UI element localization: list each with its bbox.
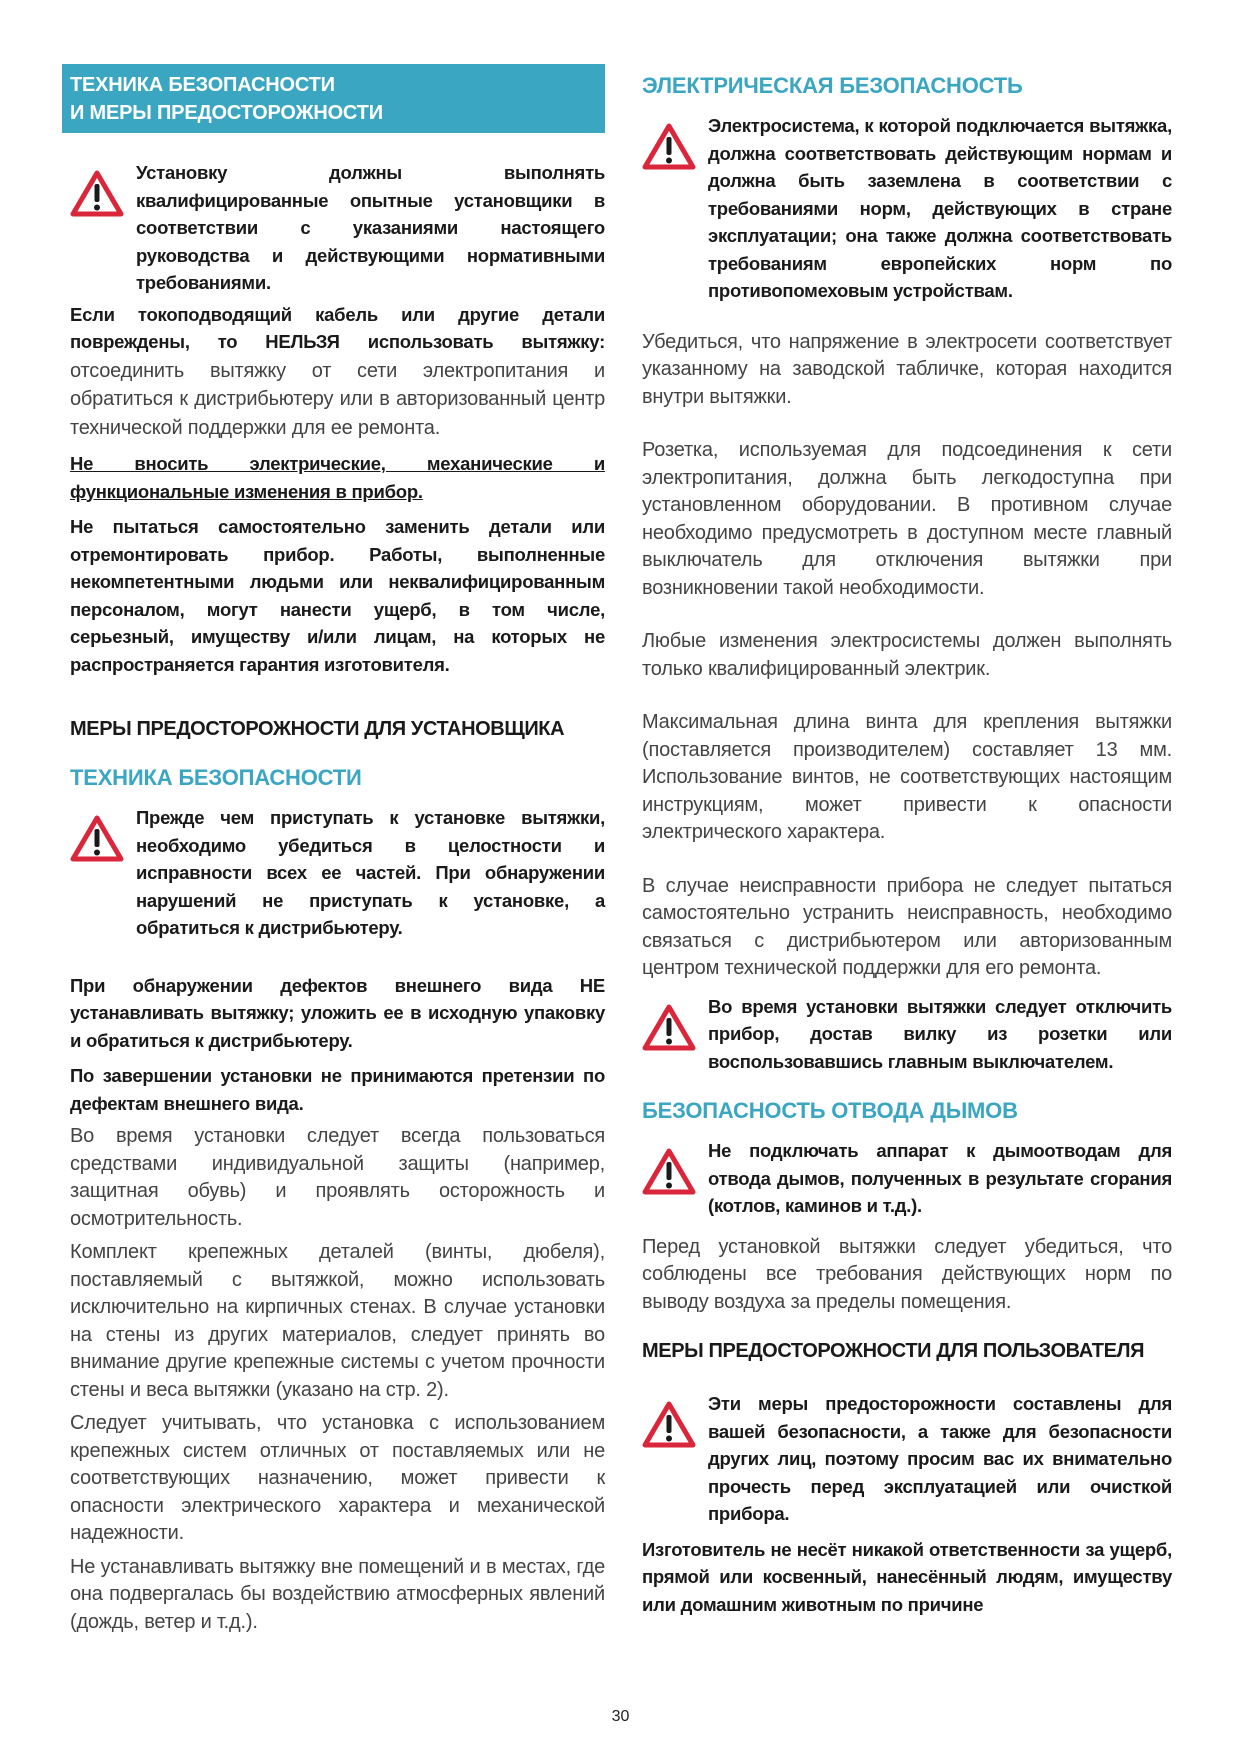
warning-block-check-parts — [70, 804, 605, 942]
warning-block-user — [642, 1390, 1172, 1528]
heading-user-precautions: МЕРЫ ПРЕДОСТОРОЖНОСТИ ДЛЯ ПОЛЬЗОВАТЕЛЯ — [642, 1340, 1145, 1362]
right-column — [642, 64, 1172, 1618]
banner-line-2: И МЕРЫ ПРЕДОСТОРОЖНОСТИ — [70, 102, 383, 124]
heading-safety: ТЕХНИКА БЕЗОПАСНОСТИ — [70, 765, 362, 790]
page-number: 30 — [611, 1708, 630, 1725]
paragraph-socket: Розетка, используемая для подсоединения к сети электропитания, должна быть легкодоступна при установленном оборудовании. В противном случае необходимо предусмотреть в доступном месте главный выключатель для отключения вытяжки при возникновении такой необходимости. — [642, 439, 1172, 599]
paragraph-claims: По завершении установки не принимаются претензии по дефектам внешнего вида. — [70, 1065, 605, 1114]
warning-text: Эти меры предосторожности составлены для вашей безопасности, а также для безопасности других лиц, поэтому просим вас их внимательно прочесть перед эксплуатацией или очисткой прибора. — [708, 1393, 1172, 1524]
heading-installer-precautions: МЕРЫ ПРЕДОСТОРОЖНОСТИ ДЛЯ УСТАНОВЩИКА — [70, 718, 565, 740]
heading-smoke-safety: БЕЗОПАСНОСТЬ ОТВОДА ДЫМОВ — [642, 1098, 1018, 1123]
warning-text: Установку должны выполнять квалифицированные опытные установщики в соответствии с указаниями настоящего руководства и действующими нормативными требованиями. — [136, 162, 605, 293]
damaged-cable-normal: отсоединить вытяжку от сети электропитания и обратиться к дистрибьютеру или в авторизованный центр технической поддержки для ее ремонта. — [70, 359, 605, 439]
warning-triangle-icon — [642, 1147, 696, 1195]
paragraph-no-changes: Не вносить электрические, механические и функциональные изменения в прибор. — [70, 453, 605, 502]
warning-text: Прежде чем приступать к установке вытяжки, необходимо убедиться в целостности и исправности всех ее частей. При обнаружении нарушений не приступать к установке, а обратиться к дистрибьютеру. — [136, 807, 605, 938]
warning-triangle-icon — [642, 1003, 696, 1051]
warning-text: Не подключать аппарат к дымоотводам для отвода дымов, полученных в результате сгорания (котлов, каминов и т.д.). — [708, 1140, 1172, 1216]
paragraph-fasteners: Комплект крепежных деталей (винты, дюбеля), поставляемый с вытяжкой, можно использовать исключительно на кирпичных стенах. В случае установки на стены из других материалов, следует принять во внимание другие крепежные системы с учетом прочности стены и веса вытяжки (указано на стр. 2). — [70, 1241, 605, 1401]
paragraph-malfunction: В случае неисправности прибора не следует пытаться самостоятельно устранить неисправность, необходимо связаться с дистрибьютером или авторизованным центром технической поддержки для его ремонта. — [642, 874, 1172, 979]
paragraph-damaged-cable — [70, 301, 605, 443]
paragraph-ppe: Во время установки следует всегда пользоваться средствами индивидуальной защиты (например, защитная обувь) и проявлять осторожность и осмотрительность. — [70, 1125, 605, 1230]
heading-electrical-safety: ЭЛЕКТРИЧЕСКАЯ БЕЗОПАСНОСТЬ — [642, 73, 1023, 98]
section-banner — [62, 64, 605, 133]
warning-triangle-icon — [642, 122, 696, 170]
warning-triangle-icon — [642, 1400, 696, 1448]
paragraph-liability: Изготовитель не несёт никакой ответственности за ущерб, прямой или косвенный, нанесённый людям, имуществу или домашним животным по причине — [642, 1538, 1172, 1615]
left-column — [70, 64, 605, 1636]
damaged-cable-bold: Если токоподводящий кабель или другие детали повреждены, то НЕЛЬЗЯ использовать вытяжку: — [70, 303, 605, 352]
paragraph-electrician: Любые изменения электросистемы должен выполнять только квалифицированный электрик. — [642, 630, 1172, 680]
warning-block-electrical — [642, 112, 1172, 305]
warning-block-installers — [70, 159, 605, 297]
warning-triangle-icon — [70, 169, 124, 217]
paragraph-defects: При обнаружении дефектов внешнего вида НЕ устанавливать вытяжку; уложить ее в исходную упаковку и обратиться к дистрибьютеру. — [70, 974, 605, 1051]
warning-text: Электросистема, к которой подключается вытяжка, должна соответствовать действующим нормам и должна быть заземлена в соответствии с требованиями норм, действующих в стране эксплуатации; она также должна соответствовать требованиям европейских норм по противопомеховым устройствам. — [708, 115, 1172, 301]
warning-block-flue — [642, 1137, 1172, 1220]
warning-text: Во время установки вытяжки следует отключить прибор, достав вилку из розетки или воспользовавшись главным выключателем. — [708, 995, 1172, 1072]
warning-triangle-icon — [70, 814, 124, 862]
paragraph-other-fasteners: Следует учитывать, что установка с использованием крепежных систем отличных от поставляемых или не соответствующих назначению, может привести к опасности электрического характера и механической надежности. — [70, 1412, 605, 1544]
paragraph-air-outlet: Перед установкой вытяжки следует убедиться, что соблюдены все требования действующих норм по выводу воздуха за пределы помещения. — [642, 1235, 1172, 1313]
banner-line-1: ТЕХНИКА БЕЗОПАСНОСТИ — [70, 74, 335, 96]
paragraph-no-repair: Не пытаться самостоятельно заменить детали или отремонтировать прибор. Работы, выполненные некомпетентными людьми или неквалифицированным персоналом, могут нанести ущерб, в том числе, серьезный, имуществу и/или лицам, на которых не распространяется гарантия изготовителя. — [70, 516, 605, 675]
paragraph-outdoor: Не устанавливать вытяжку вне помещений и в местах, где она подвергалась бы воздействию атмосферных явлений (дождь, ветер и т.д.). — [70, 1555, 605, 1633]
paragraph-voltage: Убедиться, что напряжение в электросети соответствует указанному на заводской табличке, которая находится внутри вытяжки. — [642, 330, 1172, 408]
warning-block-disconnect — [642, 993, 1172, 1076]
paragraph-screw-length: Максимальная длина винта для крепления вытяжки (поставляется производителем) составляет 13 мм. Использование винтов, не соответствующих настоящим инструкциям, может привести к опасности электрического характера. — [642, 711, 1172, 843]
